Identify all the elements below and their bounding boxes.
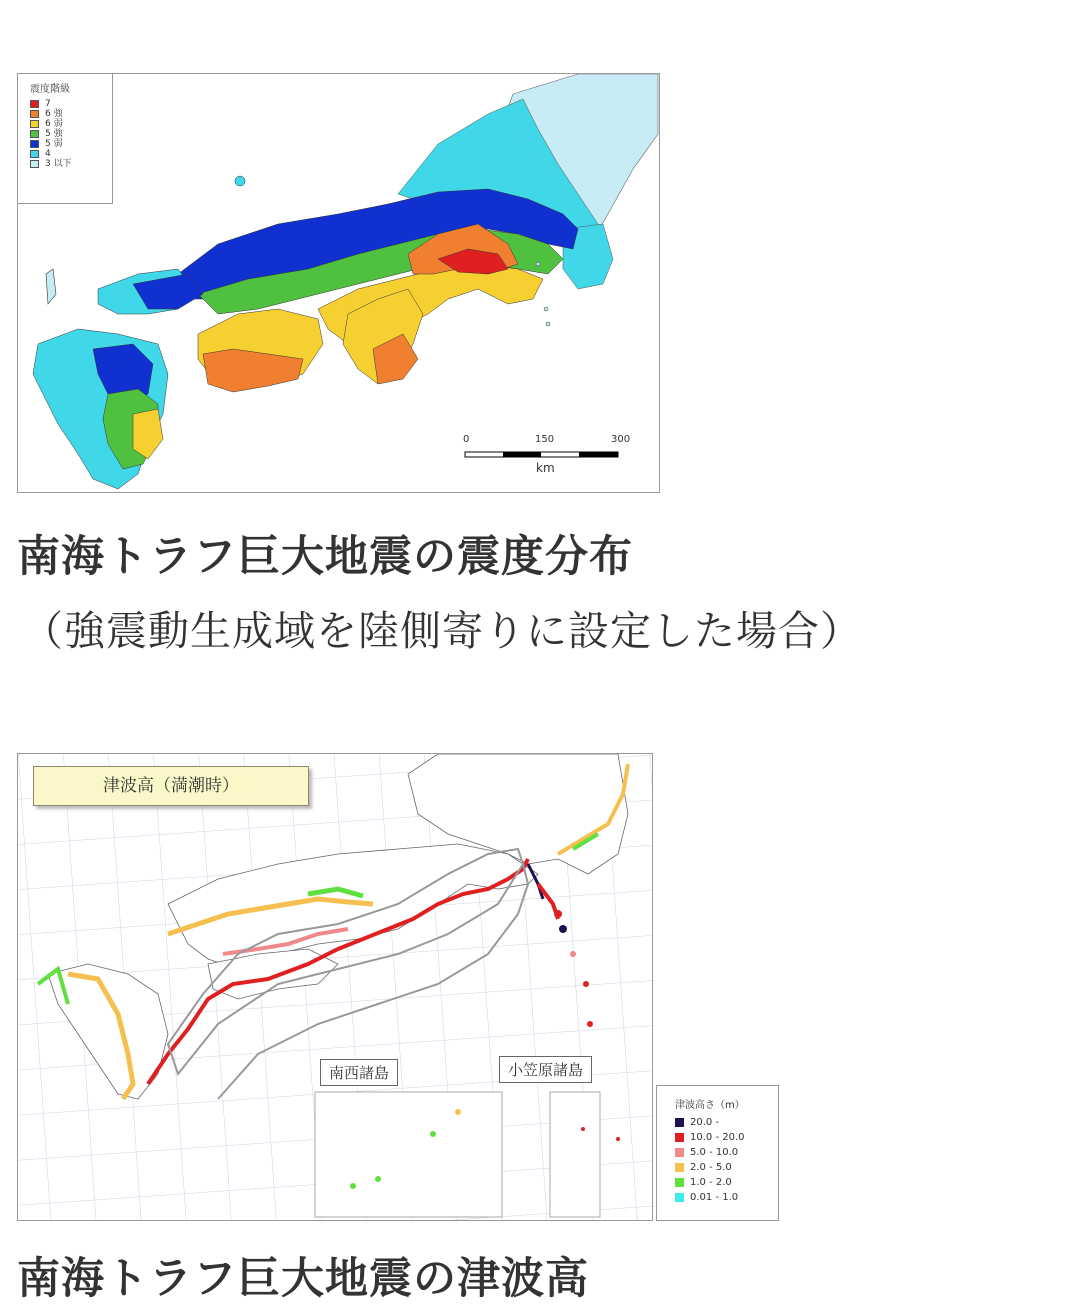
legend-swatch: [675, 1118, 684, 1127]
legend-swatch: [675, 1193, 684, 1202]
caption-intensity-sub: （強震動生成域を陸側寄りに設定した場合）: [22, 607, 862, 655]
intensity-legend-label: 4: [45, 149, 51, 159]
scale-unit: km: [536, 461, 555, 475]
tsunami-legend-item: [675, 1145, 778, 1160]
intensity-legend-label: 3 以下: [45, 159, 72, 169]
tsunami-legend-item: [675, 1160, 778, 1175]
legend-swatch: [675, 1163, 684, 1172]
intensity-legend-title: 震度階級: [30, 84, 70, 95]
tsunami-legend-label: 2.0 - 5.0: [690, 1162, 732, 1173]
intensity-legend-label: 7: [45, 99, 51, 109]
tsunami-legend-item: [675, 1115, 778, 1130]
tsunami-map-graphic: [18, 754, 653, 1221]
intensity-legend-item: [30, 149, 112, 159]
tsunami-height-map: [17, 753, 653, 1221]
intensity-legend-item: [30, 109, 112, 119]
scale-tick-0: 0: [463, 434, 470, 445]
legend-swatch: [30, 120, 39, 128]
intensity-legend-item: [30, 119, 112, 129]
scale-bar: [463, 434, 638, 484]
intensity-legend-item: [30, 129, 112, 139]
legend-swatch: [30, 130, 39, 138]
legend-swatch: [30, 100, 39, 108]
seismic-intensity-map: [17, 73, 660, 493]
intensity-legend-item: [30, 159, 112, 169]
tsunami-legend-label: 10.0 - 20.0: [690, 1132, 745, 1143]
legend-swatch: [675, 1133, 684, 1142]
intensity-legend-label: 5 弱: [45, 139, 63, 149]
tsunami-map-title: 津波高（満潮時）: [33, 766, 309, 806]
tsunami-legend-item: [675, 1190, 778, 1205]
tsunami-legend-item: [675, 1130, 778, 1145]
inset-label-ryukyu: 南西諸島: [320, 1059, 398, 1086]
intensity-legend-label: 6 強: [45, 109, 63, 119]
legend-swatch: [30, 150, 39, 158]
legend-swatch: [30, 160, 39, 168]
tsunami-legend-label: 20.0 -: [690, 1117, 720, 1128]
scale-tick-150: 150: [535, 434, 555, 445]
intensity-legend-label: 6 弱: [45, 119, 63, 129]
legend-swatch: [675, 1178, 684, 1187]
intensity-legend-label: 5 強: [45, 129, 63, 139]
caption-intensity: 南海トラフ巨大地震の震度分布: [17, 532, 633, 582]
intensity-legend-item: [30, 139, 112, 149]
tsunami-legend-title: 津波高さ（m）: [675, 1100, 745, 1111]
intensity-map-graphic: [18, 74, 660, 493]
tsunami-legend-label: 5.0 - 10.0: [690, 1147, 739, 1158]
intensity-legend-item: [30, 99, 112, 109]
scale-tick-300: 300: [611, 434, 631, 445]
caption-tsunami: 南海トラフ巨大地震の津波高: [17, 1254, 589, 1304]
tsunami-legend-item: [675, 1175, 778, 1190]
tsunami-legend-label: 1.0 - 2.0: [690, 1177, 732, 1188]
tsunami-legend: [656, 1085, 779, 1221]
inset-label-ogasawara: 小笠原諸島: [499, 1056, 592, 1083]
legend-swatch: [675, 1148, 684, 1157]
legend-swatch: [30, 110, 39, 118]
intensity-legend: [18, 74, 113, 204]
tsunami-legend-label: 0.01 - 1.0: [690, 1192, 739, 1203]
legend-swatch: [30, 140, 39, 148]
